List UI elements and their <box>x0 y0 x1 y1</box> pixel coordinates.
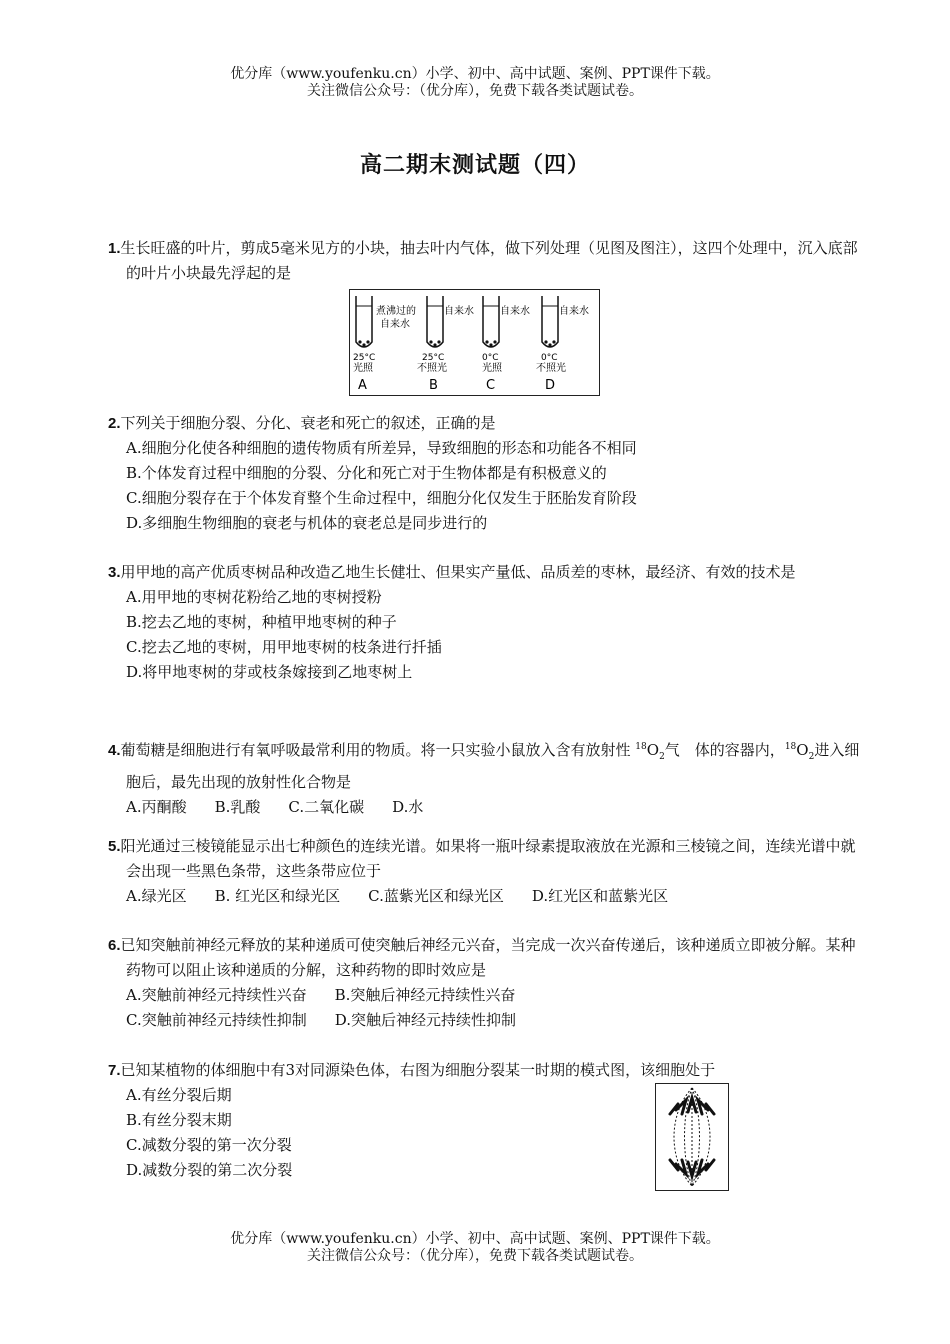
tube-a-light: 光照 <box>353 363 373 374</box>
test-tube-d <box>536 296 589 393</box>
option-b: B.乳酸 <box>214 798 261 816</box>
options-row <box>108 795 868 820</box>
footer-line-2: 关注微信公众号：（优分库），免费下载各类试题试卷。 <box>307 1248 643 1264</box>
question-2 <box>108 411 868 536</box>
options-row <box>108 884 868 909</box>
option-a: A.突触前神经元持续性兴奋 <box>126 986 307 1004</box>
option-d: D.水 <box>392 798 424 816</box>
tube-c-light: 光照 <box>482 363 502 374</box>
option-c: C.蓝紫光区和绿光区 <box>368 887 504 905</box>
question-7 <box>108 1058 868 1183</box>
footer-line-1: 优分库（www.youfenku.cn）小学、初中、高中试题、案例、PPT课件下载。 <box>230 1231 720 1247</box>
question-text-a: 葡萄糖是细胞进行有氧呼吸最常利用的物质。将一只实验小鼠放入含有放射性 <box>120 741 636 759</box>
isotope-count-2: 2 <box>808 752 815 762</box>
option-b: B.个体发育过程中细胞的分裂、分化和死亡对于生物体都是有积极意义的 <box>126 464 607 482</box>
isotope-element-2: O <box>796 741 809 759</box>
option-d: D.红光区和蓝紫光区 <box>531 887 669 905</box>
tube-c-letter: C <box>486 378 496 393</box>
option-c: C.突触前神经元持续性抑制 <box>126 1011 307 1029</box>
page-footer <box>0 1231 950 1265</box>
tube-d-light: 不照光 <box>536 363 566 374</box>
question-text: 生长旺盛的叶片，剪成5毫米见方的小块，抽去叶内气体，做下列处理（见图及图注），这四个处理中，沉入底部的叶片小块最先浮起的是 <box>120 239 858 282</box>
question-text: 已知突触前神经元释放的某种递质可使突触后神经元兴奋，当完成一次兴奋传递后，该种递质立即被分解。某种药物可以阻止该种递质的分解，这种药物的即时效应是 <box>120 936 856 979</box>
tube-b-letter: B <box>429 378 438 393</box>
tube-b-light: 不照光 <box>417 363 447 374</box>
tube-a-temp: 25°C <box>353 353 376 363</box>
page-title: 高二期末测试题（四） <box>359 152 590 178</box>
option-c: C.减数分裂的第一次分裂 <box>126 1136 292 1154</box>
question-text-b: 气 体的容器内， <box>664 741 785 759</box>
question-text: 下列关于细胞分裂、分化、衰老和死亡的叙述，正确的是 <box>120 414 496 432</box>
isotope-mass-2: 18 <box>784 742 797 752</box>
option-d: D.将甲地枣树的芽或枝条嫁接到乙地枣树上 <box>126 663 413 681</box>
options-row-2 <box>108 1008 868 1033</box>
cell-division-figure <box>655 1083 729 1191</box>
tube-c-water: 自来水 <box>500 306 530 317</box>
tube-b-temp: 25°C <box>422 353 445 363</box>
test-tube-b <box>417 296 474 393</box>
question-text-c: 进入细胞后，最先出现的放射性化合物是 <box>126 741 860 791</box>
question-number: 7. <box>108 1062 121 1079</box>
question-number: 4. <box>108 742 121 759</box>
header-line-1: 优分库（www.youfenku.cn）小学、初中、高中试题、案例、PPT课件下载。 <box>230 66 720 82</box>
question-number: 1. <box>108 240 121 257</box>
option-c: C.细胞分裂存在于个体发育整个生命过程中，细胞分化仅发生于胚胎发育阶段 <box>126 489 637 507</box>
question-number: 5. <box>108 838 121 855</box>
option-a: A.有丝分裂后期 <box>126 1086 232 1104</box>
header-line-2: 关注微信公众号：（优分库），免费下载各类试题试卷。 <box>307 83 643 99</box>
question-1 <box>108 236 868 286</box>
test-tube-c <box>482 296 530 393</box>
isotope-count: 2 <box>659 752 665 762</box>
question-number: 3. <box>108 564 121 581</box>
option-c: C.挖去乙地的枣树，用甲地枣树的枝条进行扦插 <box>126 638 442 656</box>
question-text: 已知某植物的体细胞中有3对同源染色体，右图为细胞分裂某一时期的模式图，该细胞处于 <box>120 1061 716 1079</box>
option-d: D.多细胞生物细胞的衰老与机体的衰老总是同步进行的 <box>126 514 488 532</box>
option-b: B.突触后神经元持续性兴奋 <box>334 986 516 1004</box>
option-b: B.有丝分裂末期 <box>126 1111 232 1129</box>
option-d: D.突触后神经元持续性抑制 <box>334 1011 516 1029</box>
option-c: C.二氧化碳 <box>288 798 365 816</box>
option-a: A.用甲地的枣树花粉给乙地的枣树授粉 <box>126 588 382 606</box>
question-number: 2. <box>108 415 121 432</box>
tube-c-temp: 0°C <box>482 353 499 363</box>
option-b: B.挖去乙地的枣树，种植甲地枣树的种子 <box>126 613 397 631</box>
isotope-element: O <box>646 741 660 759</box>
page-header <box>0 66 950 100</box>
question-3 <box>108 560 868 685</box>
option-a: A.丙酮酸 <box>126 798 187 816</box>
question-6 <box>108 933 868 1033</box>
question-text: 阳光通过三棱镜能显示出七种颜色的连续光谱。如果将一瓶叶绿素提取液放在光源和三棱镜之间，连续光谱中就会出现一些黑色条带，这些条带应位于 <box>120 837 856 880</box>
option-a: A.绿光区 <box>126 887 187 905</box>
isotope-mass: 18 <box>635 742 647 752</box>
tube-b-water: 自来水 <box>444 306 474 317</box>
question-5 <box>108 834 868 909</box>
option-b: B. 红光区和绿光区 <box>214 887 341 905</box>
option-d: D.减数分裂的第二次分裂 <box>126 1161 293 1179</box>
tube-d-temp: 0°C <box>541 353 558 363</box>
tube-a-water-2: 自来水 <box>380 319 410 330</box>
options-row-1 <box>108 983 868 1008</box>
question-text: 用甲地的高产优质枣树品种改造乙地生长健壮、但果实产量低、品质差的枣林，最经济、有效的技术是 <box>120 563 796 581</box>
tube-a-water: 煮沸过的 <box>376 306 416 317</box>
tube-d-letter: D <box>545 378 556 393</box>
test-tube-figure <box>349 289 600 396</box>
test-tube-a <box>353 296 416 393</box>
question-number: 6. <box>108 937 121 954</box>
question-4 <box>108 735 868 820</box>
option-a: A.细胞分化使各种细胞的遗传物质有所差异，导致细胞的形态和功能各不相同 <box>126 439 637 457</box>
tube-d-water: 自来水 <box>559 306 589 317</box>
tube-a-letter: A <box>358 378 367 393</box>
